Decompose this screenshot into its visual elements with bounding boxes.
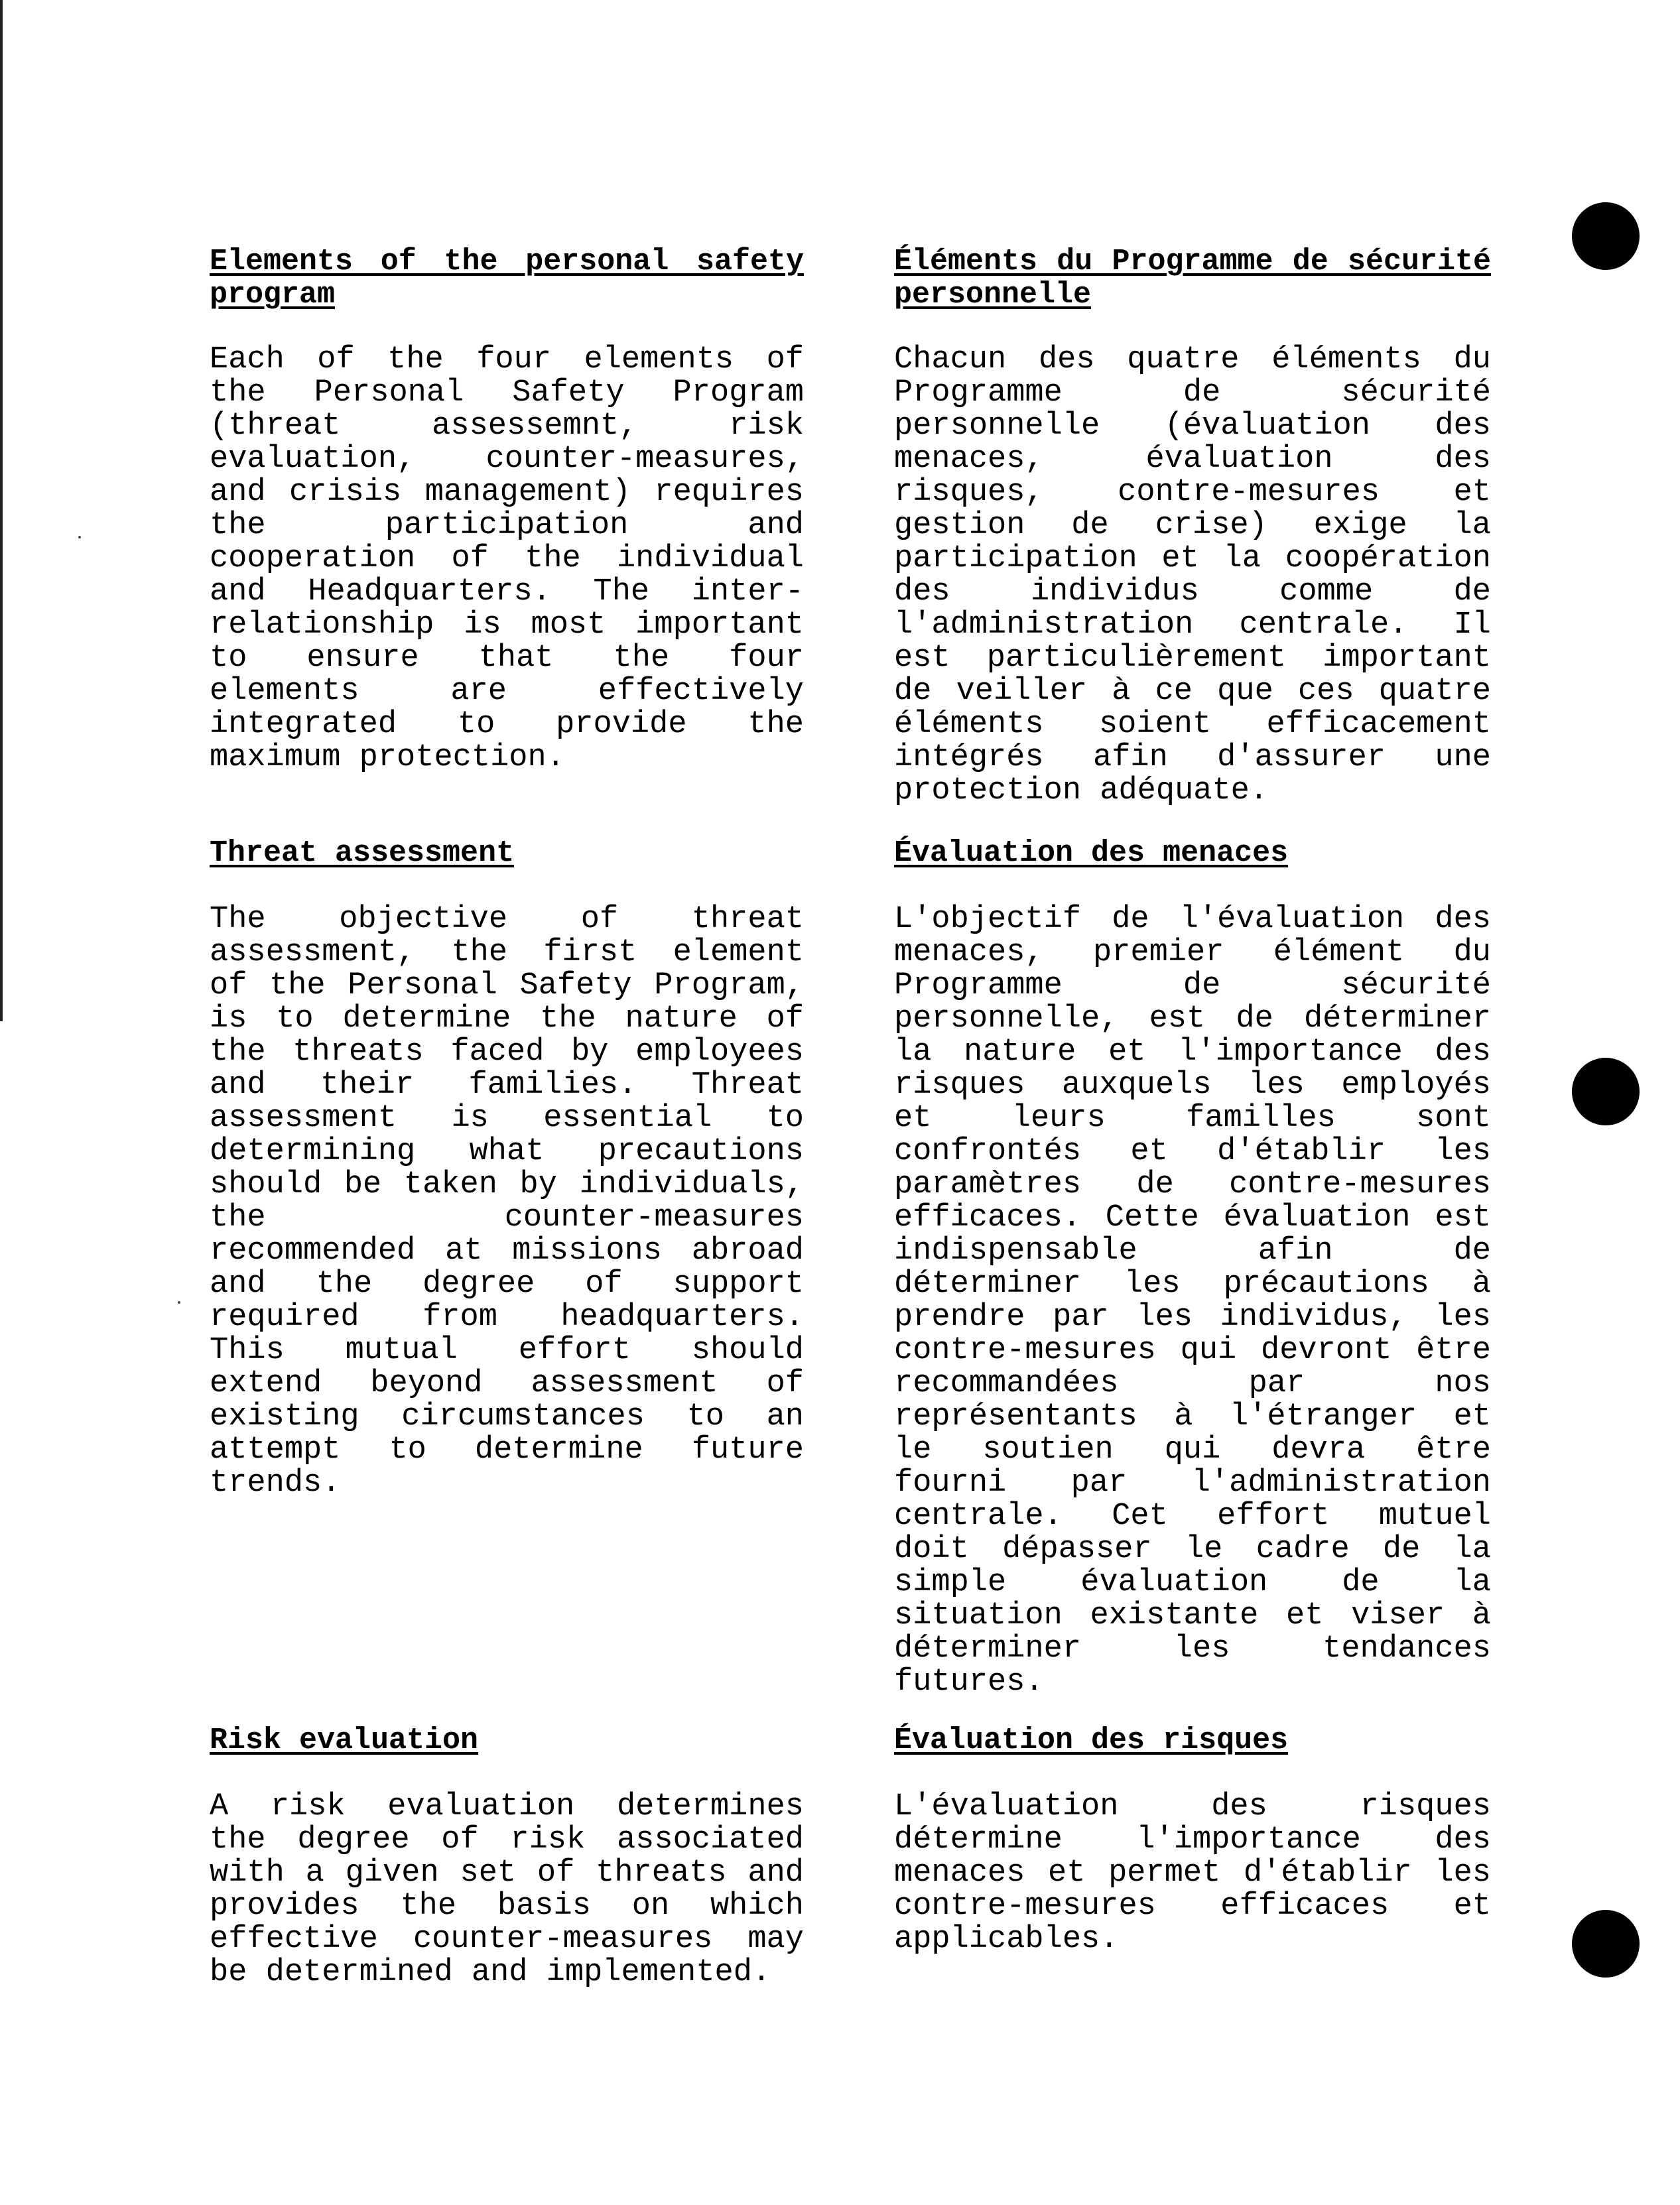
paragraph-evaluation-des-risques: L'évaluation des risques détermine l'importance des menaces et permet d'établir les contre-mesures efficaces et applicables. [894,1789,1491,1957]
heading-threat-assessment: Threat assessment [210,836,515,870]
heading-evaluation-des-risques: Évaluation des risques [894,1724,1289,1757]
paragraph-threat-assessment: The objective of threat assessment, the first element of the Personal Safety Program, is to determine the nature of the threats faced by employees and their families. Threat assessment is essential to determining what precautions should be taken by individuals, the counter-measures recommended at missions abroad and the degree of support required from headquarters. This mutual effort should extend beyond assessment of existing circumstances to an attempt to determine future trends. [210,902,804,1501]
scan-edge-line [0,0,3,1021]
paragraph-evaluation-des-menaces: L'objectif de l'évaluation des menaces, premier élément du Programme de sécurité personnelle, est de déterminer la nature et l'importance des risques auxquels les employés et leurs familles sont confrontés et d'établir les paramètres de contre-mesures efficaces. Cette évaluation est indispensable afin de déterminer les précautions à prendre par les individus, les contre-mesures qui devront être recommandées par nos représentants à l'étranger et le soutien qui devra être fourni par l'administration centrale. Cet effort mutuel doit dépasser le cadre de la simple évaluation de la situation existante et viser à déterminer les tendances futures. [894,902,1491,1700]
punch-hole-top [1572,202,1640,270]
heading-elements-of-program: Elements of the personal safety program [210,245,804,312]
heading-risk-evaluation: Risk evaluation [210,1724,479,1757]
paragraph-risk-evaluation: A risk evaluation determines the degree of risk associated with a given set of threats and provides the basis on which effective counter-measures may be determined and implemented. [210,1789,804,1990]
punch-hole-middle [1572,1058,1640,1125]
paragraph-elements-du-programme: Chacun des quatre éléments du Programme de sécurité personnelle (évaluation des menaces, évaluation des risques, contre-mesures et gestion de crise) exige la participation et la coopération des individus comme de l'administration centrale. Il est particulièrement important de veiller à ce que ces quatre éléments soient efficacement intégrés afin d'assurer une protection adéquate. [894,342,1491,808]
scan-speck [178,1301,180,1304]
punch-hole-bottom [1572,1910,1640,1978]
heading-evaluation-des-menaces: Évaluation des menaces [894,836,1289,870]
heading-elements-du-programme: Éléments du Programme de sécurité personnelle [894,245,1491,312]
scan-speck [78,536,81,538]
paragraph-elements-of-program: Each of the four elements of the Personal Safety Program (threat assessemnt, risk evaluation, counter-measures, and crisis management) requires the participation and cooperation of the individual and Headquarters. The inter-relationship is most important to ensure that the four elements are effectively integrated to provide the maximum protection. [210,342,804,775]
